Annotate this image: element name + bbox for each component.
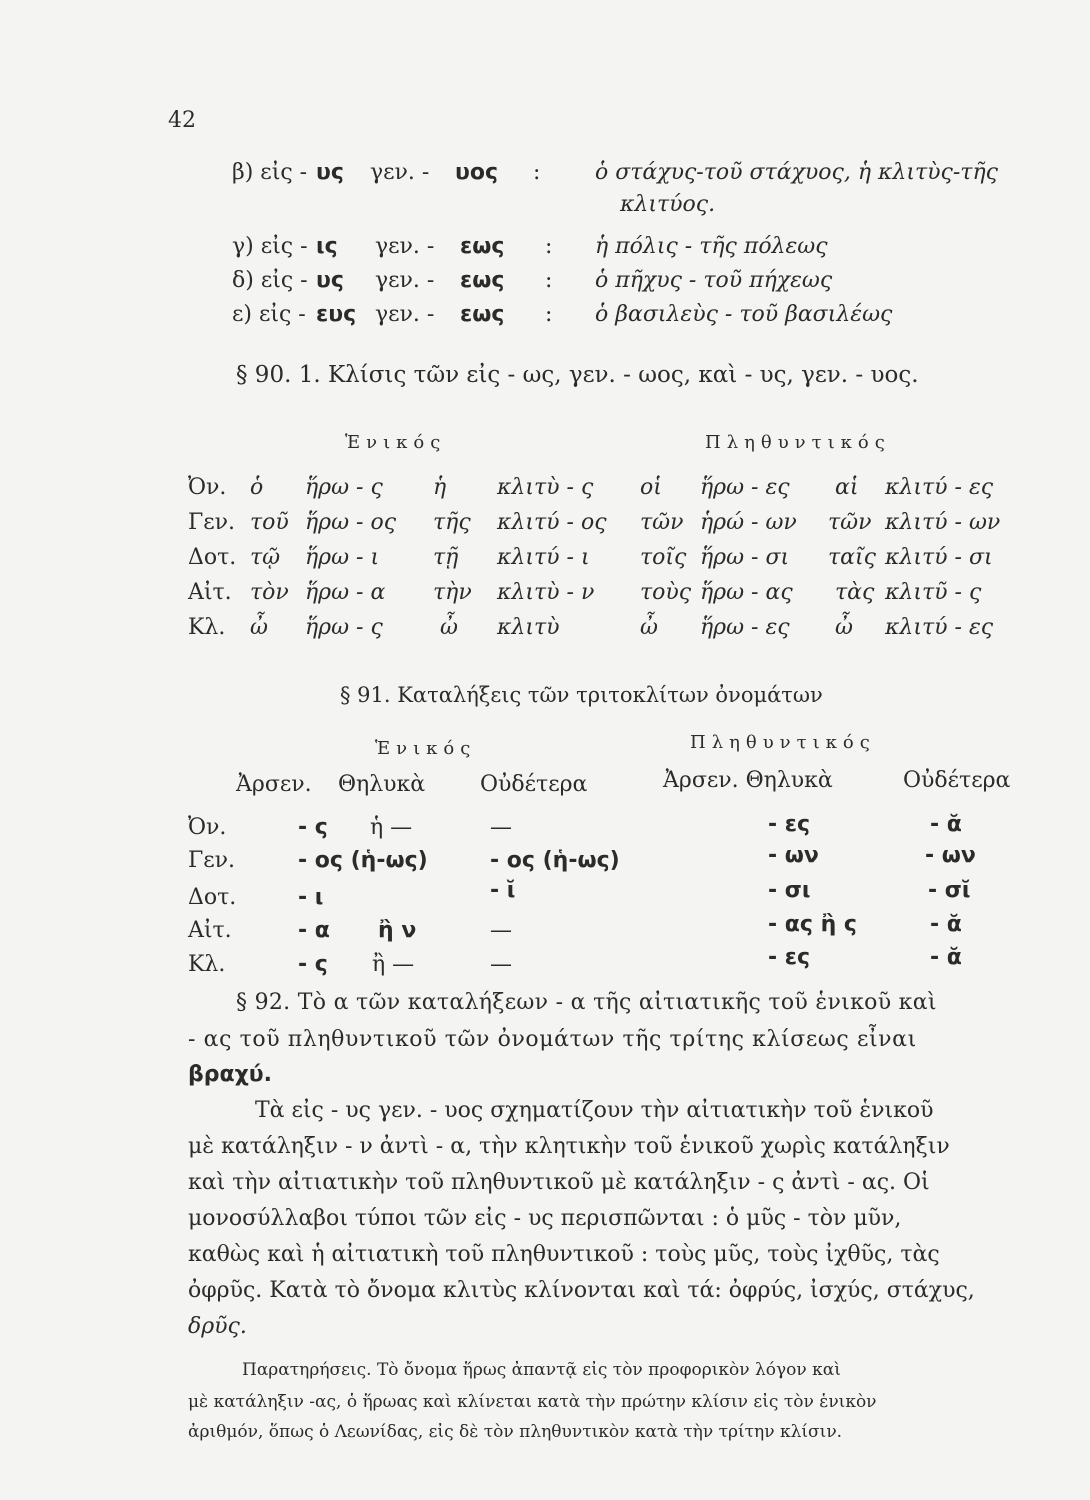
rule-gen: γεν. - [375,268,435,293]
word-form: κλιτῦ - ς [885,580,982,605]
column-header: Θηλυκὰ [338,772,426,797]
word-form: κλιτὺ [497,615,560,640]
word-form: κλιτύ - ες [885,615,994,640]
article: ὦ [440,615,458,640]
ending-pl-mf: - ες [768,945,811,970]
case-label: Ὀν. [188,475,227,500]
word-form: ἥρω - ες [700,615,790,640]
article: ὦ [250,615,268,640]
case-label: Αἰτ. [188,580,232,605]
case-label: Ὀν. [188,815,227,840]
rule-colon: : [545,268,553,293]
rule-colon: : [545,234,553,259]
section-91-plural-header: Πληθυντικός [690,732,876,753]
case-label: Κλ. [188,952,226,977]
rule-example: ἡ πόλις - τῆς πόλεως [595,234,828,259]
word-form: κλιτύ - ων [885,510,1001,535]
ending-pl-mf: - ας ἢ ς [768,912,857,937]
rule-ending: ευς [316,302,357,327]
article: τοῖς [640,545,687,570]
page-number: 42 [168,108,196,133]
note-line: μὲ κατάληξιν -ας, ὁ ἥρωας καὶ κλίνεται κατὰ τὴν πρώτην κλίσιν εἰς τὸν ἑνικὸν [188,1392,877,1412]
rule-gen-ending: εως [460,234,505,259]
word-form: ἥρω - σι [700,545,790,570]
rule-ending: υς [316,160,344,185]
ending-pl-mf: - σι [768,878,811,903]
ending-neut: — [490,815,512,840]
note-line: ἀριθμόν, ὅπως ὁ Λεωνίδας, εἰς δὲ τὸν πληθυντικὸν κατὰ τὴν τρίτην κλίσιν. [188,1422,843,1442]
rule-gen-ending: υος [455,160,499,185]
word-form: κλιτύ - ος [497,510,607,535]
column-header: Οὐδέτερα [480,772,588,797]
article: ὁ [250,475,264,500]
article: τῇ [433,545,459,570]
rule-label: β) εἰς - [232,160,308,185]
section-90-plural-header: Πληθυντικός [705,432,891,453]
article: τὴν [433,580,472,605]
ending-pl-mf: - ων [768,843,819,868]
case-label: Γεν. [188,848,236,873]
case-label: Δοτ. [188,545,237,570]
note-line: Παρατηρήσεις. Τὸ ὄνομα ἥρως ἀπαντᾷ εἰς τὸν προφορικὸν λόγον καὶ [242,1360,841,1380]
case-label: Δοτ. [188,885,237,910]
article: αἱ [835,475,859,500]
word-form: κλιτύ - σι [885,545,993,570]
ending-neut: - ος (ἡ-ως) [490,848,620,873]
rule-label: γ) εἰς - [232,234,308,259]
ending-fem: ἢ ν [378,918,417,943]
rule-gen: γεν. - [375,234,435,259]
article: τῆς [433,510,471,535]
article: ὦ [835,615,853,640]
rule-label: ε) εἰς - [232,302,306,327]
word-form: ἥρω - ας [700,580,793,605]
paragraph-line: - ας τοῦ πληθυντικοῦ τῶν ὀνομάτων τῆς τρίτης κλίσεως εἶναι [188,1027,917,1052]
paragraph-line: καθὼς καὶ ἡ αἰτιατικὴ τοῦ πληθυντικοῦ : τοὺς μῦς, τοὺς ἰχθῦς, τὰς [188,1242,940,1267]
article: οἱ [640,475,662,500]
rule-colon: : [545,302,553,327]
article: τοῦ [250,510,289,535]
case-label: Γεν. [188,510,236,535]
paragraph-line: μὲ κατάληξιν - ν ἀντὶ - α, τὴν κλητικὴν τοῦ ἑνικοῦ χωρὶς κατάληξιν [188,1134,950,1159]
paragraph-line: μονοσύλλαβοι τύποι τῶν εἰς - υς περισπῶνται : ὁ μῦς - τὸν μῦν, [188,1206,902,1231]
ending-neut: — [490,952,512,977]
word-form: ἥρω - α [305,580,386,605]
word-form: κλιτύ - ες [885,475,994,500]
article: ὦ [640,615,658,640]
paragraph-line: δρῦς. [188,1314,247,1339]
ending-masc: - α [298,918,330,943]
rule-gen: γεν. - [375,302,435,327]
ending-neut: — [490,918,512,943]
word-form: ἥρω - ος [305,510,397,535]
ending-pl-mf: - ες [768,812,811,837]
rule-example: ὁ βασιλεὺς - τοῦ βασιλέως [595,302,893,327]
word-form: ἡρώ - ων [700,510,797,535]
article: τὸν [250,580,289,605]
ending-masc: - ς [298,952,328,977]
article: τοὺς [640,580,692,605]
ending-pl-neut: - ᾰ [930,812,962,837]
ending-pl-neut: - ων [925,843,976,868]
ending-fem: ἡ — [370,815,413,840]
section-91-singular-header: Ἑνικός [375,738,477,759]
word-form: κλιτύ - ι [497,545,590,570]
rule-ending: ις [316,234,338,259]
ending-pl-neut: - σῐ [928,878,971,903]
case-label: Κλ. [188,615,226,640]
article: τῷ [250,545,281,570]
ending-fem: ἢ — [372,952,415,977]
case-label: Αἰτ. [188,918,232,943]
word-form: ἥρω - ς [305,475,383,500]
paragraph-line: Τὰ εἰς - υς γεν. - υος σχηματίζουν τὴν αἰτιατικὴν τοῦ ἑνικοῦ [255,1098,934,1123]
rule-label: δ) εἰς - [232,268,308,293]
paragraph-line: ὀφρῦς. Κατὰ τὸ ὄνομα κλιτὺς κλίνονται καὶ τά: ὀφρύς, ἰσχύς, στάχυς, [188,1278,975,1303]
ending-pl-neut: - ᾰ [930,945,962,970]
article: ταῖς [828,545,876,570]
rule-ending: υς [316,268,344,293]
rule-example: ὁ στάχυς-τοῦ στάχυος, ἡ κλιτὺς-τῆς [595,160,998,185]
ending-neut: - ῐ [490,878,516,903]
column-header: Ἀρσεν. Θηλυκὰ [663,768,833,793]
word-form: κλιτὺ - ς [497,475,594,500]
column-header: Οὐδέτερα [903,768,1011,793]
column-header: Ἀρσεν. [236,772,312,797]
section-90-heading: § 90. 1. Κλίσις τῶν εἰς - ως, γεν. - ωος, καὶ - υς, γεν. - υος. [236,362,919,388]
word-form: κλιτὺ - ν [497,580,595,605]
rule-example: ὁ πῆχυς - τοῦ πήχεως [595,268,833,293]
word-form: ἥρω - ς [305,615,383,640]
paragraph-line: βραχύ. [188,1062,273,1087]
rule-example-cont: κλιτύος. [620,192,716,217]
rule-gen-ending: εως [460,302,505,327]
section-90-singular-header: Ἑνικός [345,432,447,453]
ending-masc: - ος (ἡ-ως) [298,848,428,873]
rule-colon: : [533,160,541,185]
rule-gen-ending: εως [460,268,505,293]
word-form: ἥρω - ες [700,475,790,500]
section-91-heading: § 91. Καταλήξεις τῶν τριτοκλίτων ὀνομάτων [340,683,823,707]
ending-pl-neut: - ᾰ [930,912,962,937]
ending-masc: - ι [298,885,324,910]
word-form: ἥρω - ι [305,545,380,570]
paragraph-line: καὶ τὴν αἰτιατικὴν τοῦ πληθυντικοῦ μὲ κατάληξιν - ς ἀντὶ - ας. Οἱ [188,1170,930,1195]
paragraph-line: § 92. Τὸ α τῶν καταλήξεων - α τῆς αἰτιατικῆς τοῦ ἑνικοῦ καὶ [236,990,937,1015]
article: τὰς [835,580,875,605]
article: τῶν [640,510,684,535]
ending-masc: - ς [298,815,328,840]
article: ἡ [433,475,447,500]
article: τῶν [828,510,872,535]
rule-gen: γεν. - [370,160,430,185]
